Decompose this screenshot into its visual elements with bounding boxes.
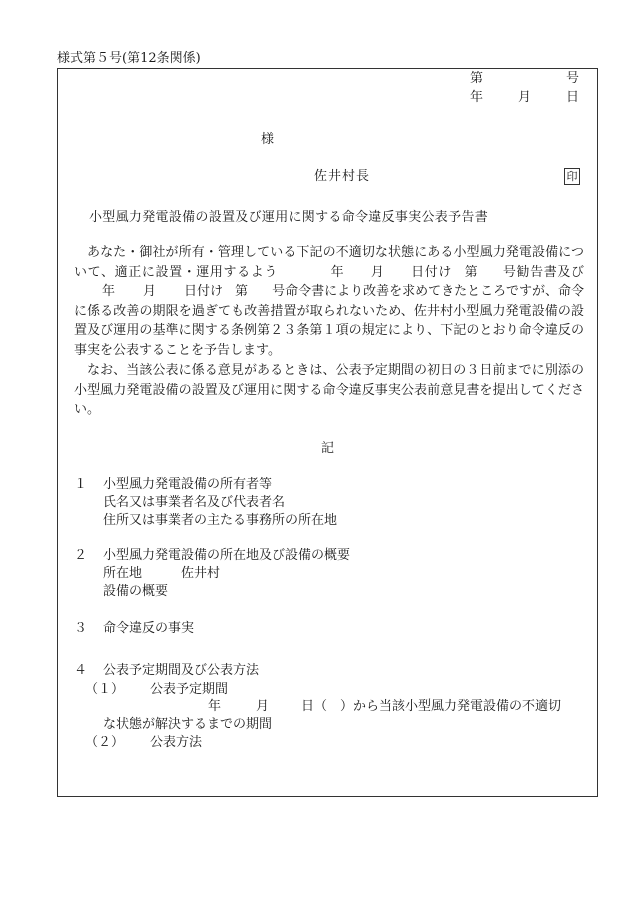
item-4-sub-2-number: （２） [85, 735, 125, 750]
item-2-title: 小型風力発電設備の所在地及び設備の概要 [103, 548, 351, 563]
item-3-number: ３ [74, 621, 88, 636]
item-4-sub-1-day: 日（ ）から当該小型風力発電設備の不適切 [301, 699, 562, 714]
item-1-line-2: 住所又は事業者の主たる事務所の所在地 [103, 513, 338, 528]
doc-number-prefix: 第 [470, 71, 484, 86]
p1-month2: 月 [143, 284, 157, 300]
p1-no1b: 号勧告書及び [502, 264, 584, 280]
item-1-line-1: 氏名又は事業者名及び代表者名 [103, 495, 286, 510]
item-4-sub-2-title: 公表方法 [150, 735, 203, 750]
date-year: 年 [470, 90, 484, 105]
addressee-suffix: 様 [261, 132, 275, 147]
doc-number-suffix: 号 [566, 71, 580, 86]
date-month: 月 [518, 90, 532, 105]
issuer-name: 佐井村長 [314, 169, 371, 184]
p1-year2: 年 [102, 284, 116, 300]
item-4-title: 公表予定期間及び公表方法 [103, 663, 260, 678]
item-4-sub-1-title: 公表予定期間 [150, 682, 229, 697]
seal-mark: 印 [564, 168, 580, 185]
item-1-title: 小型風力発電設備の所有者等 [103, 477, 273, 492]
p1-rest: 号命令書により改善を求めてきたところですが、命令に係る改善の期限を過ぎても改善措置が取られないため、佐井村小型風力発電設備の設置及び運用の基準に関する条例第２３条第１項の規定により、下記のとおり命令違反の事実を公表することを予告します。 [74, 284, 584, 358]
item-2-number: ２ [74, 548, 88, 563]
item-4-sub-1-month: 月 [256, 699, 270, 714]
body-paragraph-2: なお、当該公表に係る意見があるときは、公表予定期間の初日の３日前までに別添の小型風力発電設備の設置及び運用に関する命令違反事実公表前意見書を提出してください。 [74, 363, 584, 418]
p1-year: 年 [330, 264, 345, 280]
document-title: 小型風力発電設備の設置及び運用に関する命令違反事実公表予告書 [89, 210, 489, 225]
p1-day2: 日付け [184, 284, 224, 300]
item-3-title: 命令違反の事実 [103, 621, 195, 636]
ki-heading: 記 [321, 441, 335, 456]
item-4-sub-1-year: 年 [208, 699, 222, 714]
item-4-sub-1-continuation: な状態が解決するまでの期間 [103, 717, 273, 732]
p1-intro: あなた・御社が所有・管理している下記の不適切な状態にある小型風力発電設備について、適正に設置・運用するよう [74, 245, 584, 280]
item-4-sub-1-number: （１） [85, 682, 125, 697]
p1-month: 月 [370, 264, 385, 280]
body-paragraph-1 [74, 243, 584, 361]
p1-no2: 第 [235, 284, 249, 300]
p1-no1: 第 [464, 264, 479, 280]
item-2-line-2: 設備の概要 [103, 584, 169, 599]
date-day: 日 [566, 90, 580, 105]
item-4-number: ４ [74, 663, 88, 678]
item-1-number: １ [74, 477, 88, 492]
p1-day: 日付け [410, 264, 453, 280]
item-2-location-value: 佐井村 [181, 566, 221, 581]
form-label: 様式第５号(第12条関係) [57, 51, 201, 66]
item-2-location-label: 所在地 [103, 566, 143, 581]
